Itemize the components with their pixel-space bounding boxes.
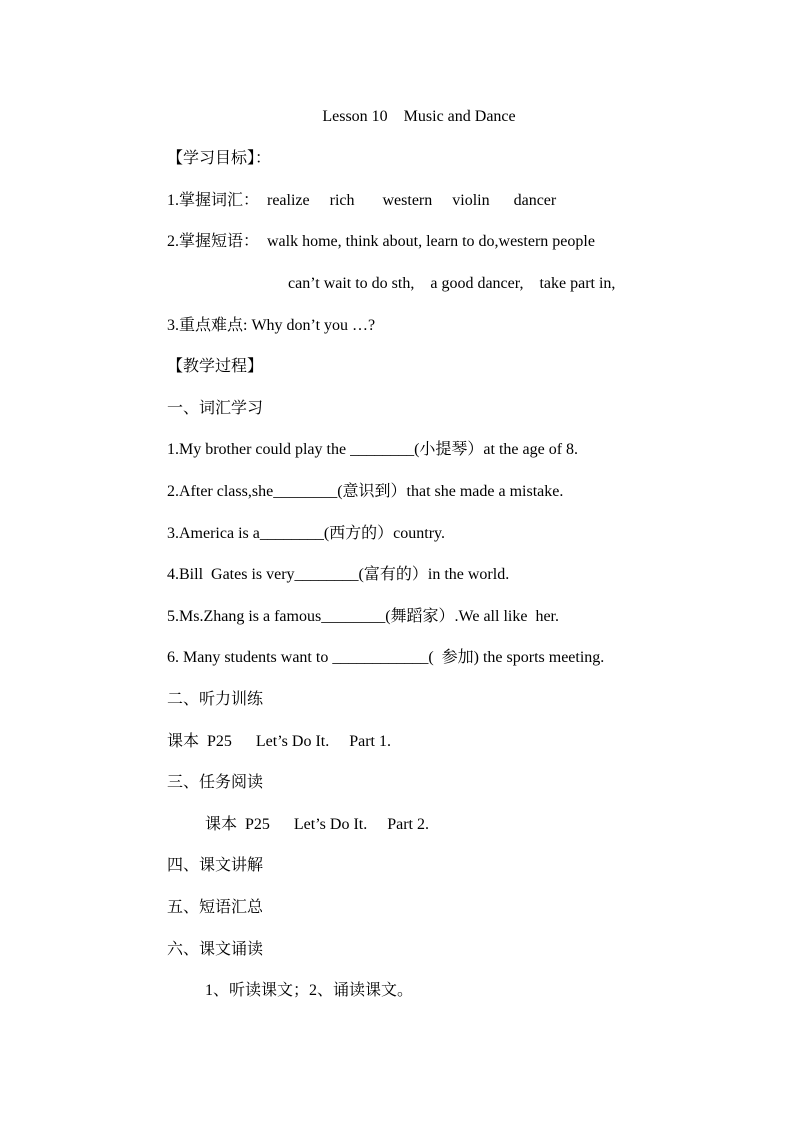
listening-content: 课本 P25 Let’s Do It. Part 1. — [167, 733, 391, 750]
section-listening-heading: 二、听力训练 — [167, 691, 264, 708]
phrases-line: 2.掌握短语： walk home, think about, learn to do,western people — [167, 233, 595, 250]
key-points-line: 3.重点难点: Why don’t you …? — [167, 317, 376, 334]
section-text-explanation-heading: 四、课文讲解 — [167, 857, 264, 874]
vocab-exercise-item: 4.Bill Gates is very________(富有的）in the world. — [167, 566, 510, 583]
vocab-exercise-item: 5.Ms.Zhang is a famous________(舞蹈家）.We all like her. — [167, 608, 559, 625]
recitation-content: 1、听读课文；2、诵读课文。 — [205, 982, 414, 999]
vocab-exercise-item: 3.America is a________(西方的）country. — [167, 525, 446, 542]
vocab-exercise-item: 1.My brother could play the ________(小提琴）at the age of 8. — [167, 441, 579, 458]
section-phrase-summary-heading: 五、短语汇总 — [167, 899, 264, 916]
phrases-continued-line: can’t wait to do sth, a good dancer, take part in, — [288, 275, 616, 292]
objectives-heading: 【学习目标】： — [167, 150, 272, 167]
section-reading-heading: 三、任务阅读 — [167, 774, 264, 791]
process-heading: 【教学过程】 — [167, 358, 264, 375]
vocab-exercise-item: 6. Many students want to ____________( 参加) the sports meeting. — [167, 649, 605, 666]
lesson-title: Lesson 10 Music and Dance — [322, 108, 516, 125]
section-recitation-heading: 六、课文诵读 — [167, 941, 264, 958]
vocab-line: 1.掌握词汇： realize rich western violin dancer — [167, 192, 557, 209]
section-vocab-heading: 一、词汇学习 — [167, 400, 264, 417]
vocab-exercise-item: 2.After class,she________(意识到）that she made a mistake. — [167, 483, 564, 500]
reading-content: 课本 P25 Let’s Do It. Part 2. — [205, 816, 429, 833]
